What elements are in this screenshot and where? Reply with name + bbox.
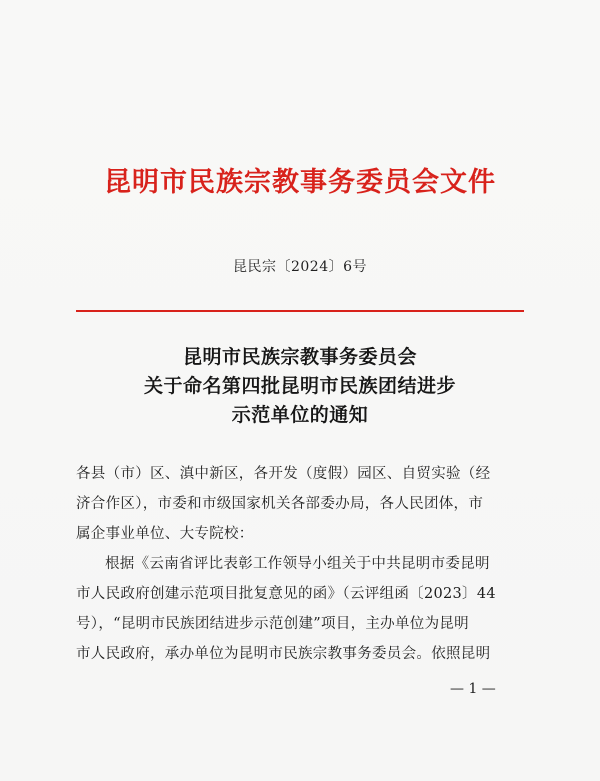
- body-line: 市人民政府，承办单位为昆明市民族宗教事务委员会。依照昆明: [76, 646, 491, 662]
- recipients-line: 济合作区），市委和市级国家机关各部委办局，各人民团体，市: [76, 496, 484, 512]
- body-line: 号），“昆明市民族团结进步示范创建”项目，主办单位为昆明: [76, 616, 469, 632]
- recipients-line: 各县（市）区、滇中新区，各开发（度假）园区、自贸实验（经: [76, 466, 491, 482]
- body-line: 市人民政府创建示范项目批复意见的函》（云评组函〔2023〕44: [76, 586, 496, 602]
- recipients-line: 属企事业单位、大专院校：: [76, 526, 254, 542]
- body-line: 根据《云南省评比表彰工作领导小组关于中共昆明市委昆明: [105, 556, 490, 572]
- page-number: — 1 —: [450, 681, 496, 697]
- notice-title-line: 示范单位的通知: [231, 404, 369, 426]
- red-divider-rule: [76, 310, 524, 312]
- document-header-title: 昆明市民族宗教事务委员会文件: [104, 167, 496, 198]
- notice-title: [0, 343, 600, 430]
- document-number: 昆民宗〔2024〕6号: [232, 259, 368, 275]
- notice-title-line: 昆明市民族宗教事务委员会: [182, 346, 417, 368]
- notice-title-line: 关于命名第四批昆明市民族团结进步: [143, 375, 456, 397]
